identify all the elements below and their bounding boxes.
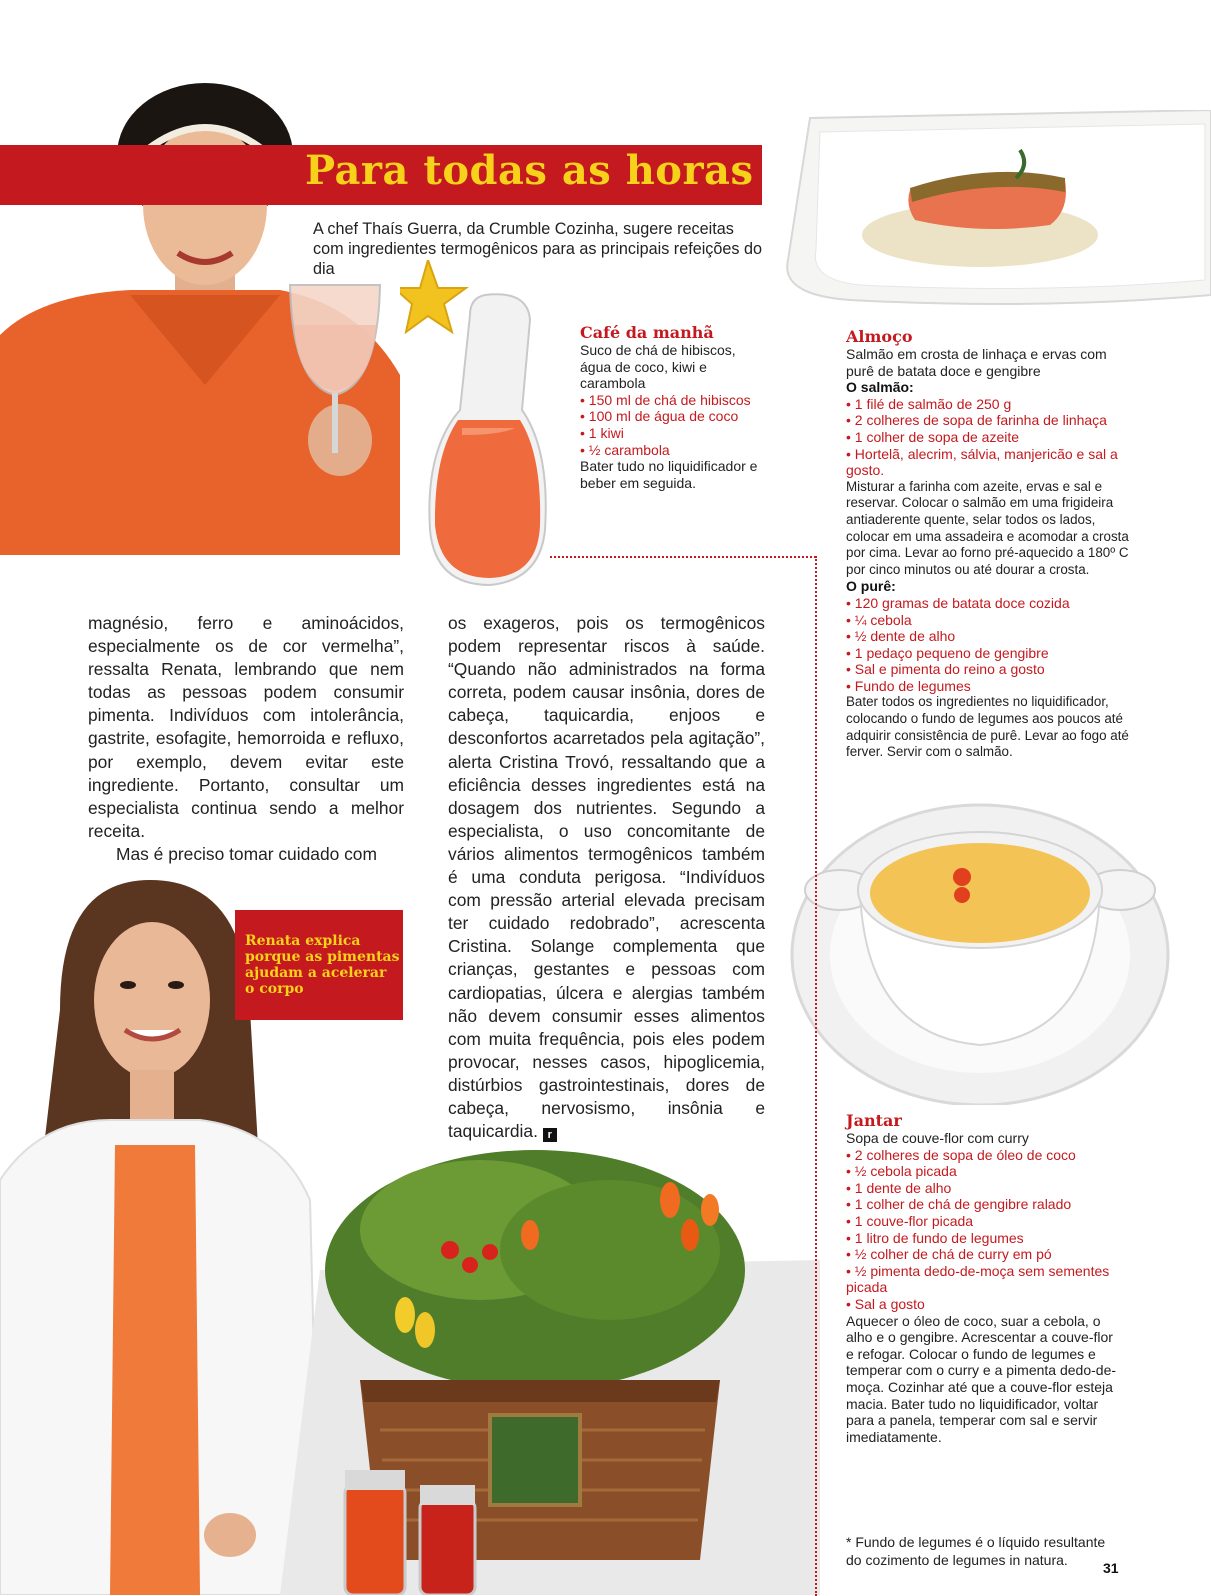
recipe-description: Suco de chá de hibiscos, água de coco, kiwi e carambola [580,342,736,392]
salmon-subheading: O salmão: [846,379,914,396]
ingredient-item: • 1 litro de fundo de legumes [846,1229,1024,1246]
salmon-method: Misturar a farinha com azeite, ervas e sal e reservar. Colocar o salmão em uma frigideira antiaderente quente, selar todos os lados, colocar em uma assadeira e acomodar a crosta por cima. Levar ao forno pré-aquecido a 180º C por cinco minutos ou até dourar a crosta. [846,478,1129,577]
peppers-basket-photo [280,1140,820,1595]
dotted-divider-vertical [815,556,817,1596]
chef-thais-photo [0,55,400,555]
ingredient-item: • 1 couve-flor picada [846,1212,974,1229]
body-column-right [448,612,765,1143]
recipe-heading: Jantar [846,1111,902,1130]
ingredient-list [580,392,770,458]
page-number: 31 [1103,1560,1119,1576]
page-subtitle: A chef Thaís Guerra, da Crumble Cozinha, sugere receitas com ingredientes termogênicos para as principais refeições do dia [313,220,762,278]
body-paragraph [448,612,765,1143]
recipe-cafe-da-manha [580,324,770,491]
ingredient-item: • 1 colher de sopa de azeite [846,428,1020,445]
photo-caption: Renata explica porque as pimentas ajudam a acelerar o corpo [245,933,400,997]
ingredient-item: • Sal a gosto [846,1295,925,1312]
salmon-plate-photo [780,110,1211,310]
recipe-heading: Almoço [846,327,913,346]
ingredient-item: • ½ carambola [580,441,670,458]
ingredient-list [846,1147,1116,1313]
ingredient-item: • 120 gramas de batata doce cozida [846,594,1070,611]
body-paragraph: magnésio, ferro e aminoácidos, especialmente os de cor vermelha”, ressalta Renata, lembrando que nem todas as pessoas podem consumir pimenta. Indivíduos com intolerância, gastrite, esofagite, hemorroida e refluxo, por exemplo, devem evitar este ingrediente. Portanto, consultar um especialista continua sendo a melhor receita. [88,613,404,841]
hibiscus-juice-carafe-photo [400,260,550,595]
ingredient-item: • 2 colheres de sopa de óleo de coco [846,1146,1076,1163]
body-paragraph: Mas é preciso tomar cuidado com [116,843,377,864]
ingredient-item: • Fundo de legumes [846,677,971,694]
body-column-left [88,612,404,866]
pure-subheading: O purê: [846,578,896,595]
recipe-jantar [846,1112,1116,1445]
end-of-article-icon: r [543,1128,557,1142]
dotted-divider-horizontal [550,556,816,558]
ingredient-item: • 1 colher de chá de gengibre ralado [846,1196,1072,1213]
ingredient-item: • 1 pedaço pequeno de gengibre [846,644,1049,661]
ingredient-item: • Hortelã, alecrim, sálvia, manjericão e sal a gosto. [846,445,1118,479]
recipe-heading: Café da manhã [580,323,714,342]
recipe-description: Sopa de couve-flor com curry [846,1130,1029,1146]
ingredient-list [846,595,1130,695]
ingredient-item: • Sal e pimenta do reino a gosto [846,661,1045,678]
pure-method: Bater todos os ingredientes no liquidificador, colocando o fundo de legumes aos poucos até adquirir consistência de purê. Levar ao fogo até ferver. Servir com o salmão. [846,694,1129,760]
recipe-description: Salmão em crosta de linhaça e ervas com purê de batata doce e gengibre [846,346,1107,379]
ingredient-item: • 1 dente de alho [846,1179,952,1196]
ingredient-item: • ½ pimenta dedo-de-moça sem sementes picada [846,1262,1110,1296]
body-paragraph-text: os exageros, pois os termogênicos podem representar riscos à saúde. “Quando não administrados na forma correta, podem causar insônia, dores de cabeça, taquicardia, enjoos e desconfortos acarretados pela agitação”, alerta Cristina Trovó, ressaltando que a eficiência desses ingredientes está na dosagem dos nutrientes. Segundo a especialista, o uso concomitante de vários alimentos termogênicos também é uma conduta perigosa. “Indivíduos com pressão arterial elevada precisam ter cuidado redobrado”, acrescenta Cristina. Solange complementa que crianças, gestantes e pessoas com cardiopatias, úlcera e alergias também não devem consumir esses alimentos com muita frequência, pois eles podem provocar, nesses casos, hipoglicemia, distúrbios gastrointestinais, dores de cabeça, nervosismo, insônia e taquicardia. [448,613,765,1142]
cauliflower-soup-photo [790,795,1170,1105]
ingredient-item: • 1 kiwi [580,424,624,441]
ingredient-item: • 150 ml de chá de hibiscos [580,391,751,408]
ingredient-item: • 1 filé de salmão de 250 g [846,395,1012,412]
page-title: Para todas as horas [305,147,754,194]
ingredient-item: • 2 colheres de sopa de farinha de linhaça [846,412,1107,429]
ingredient-item: • ¼ cebola [846,611,912,628]
recipe-almoco [846,328,1130,761]
ingredient-item: • ½ cebola picada [846,1163,957,1180]
ingredient-item: • 100 ml de água de coco [580,408,739,425]
recipe-method: Bater tudo no liquidificador e beber em seguida. [580,458,758,491]
ingredient-item: • ½ dente de alho [846,628,956,645]
recipe-method: Aquecer o óleo de coco, suar a cebola, o alho e o gengibre. Acrescentar a couve-flor e refogar. Colocar o fundo de legumes e temperar com o curry e a pimenta dedo-de-moça. Cozinhar até que a couve-flor esteja macia. Bater tudo no liquidificador, voltar para a panela, temperar com sal e servir imediatamente. [846,1312,1117,1445]
footnote: * Fundo de legumes é o líquido resultante do cozimento de legumes in natura. [846,1534,1106,1568]
ingredient-item: • ½ colher de chá de curry em pó [846,1246,1052,1263]
ingredient-list [846,396,1130,479]
